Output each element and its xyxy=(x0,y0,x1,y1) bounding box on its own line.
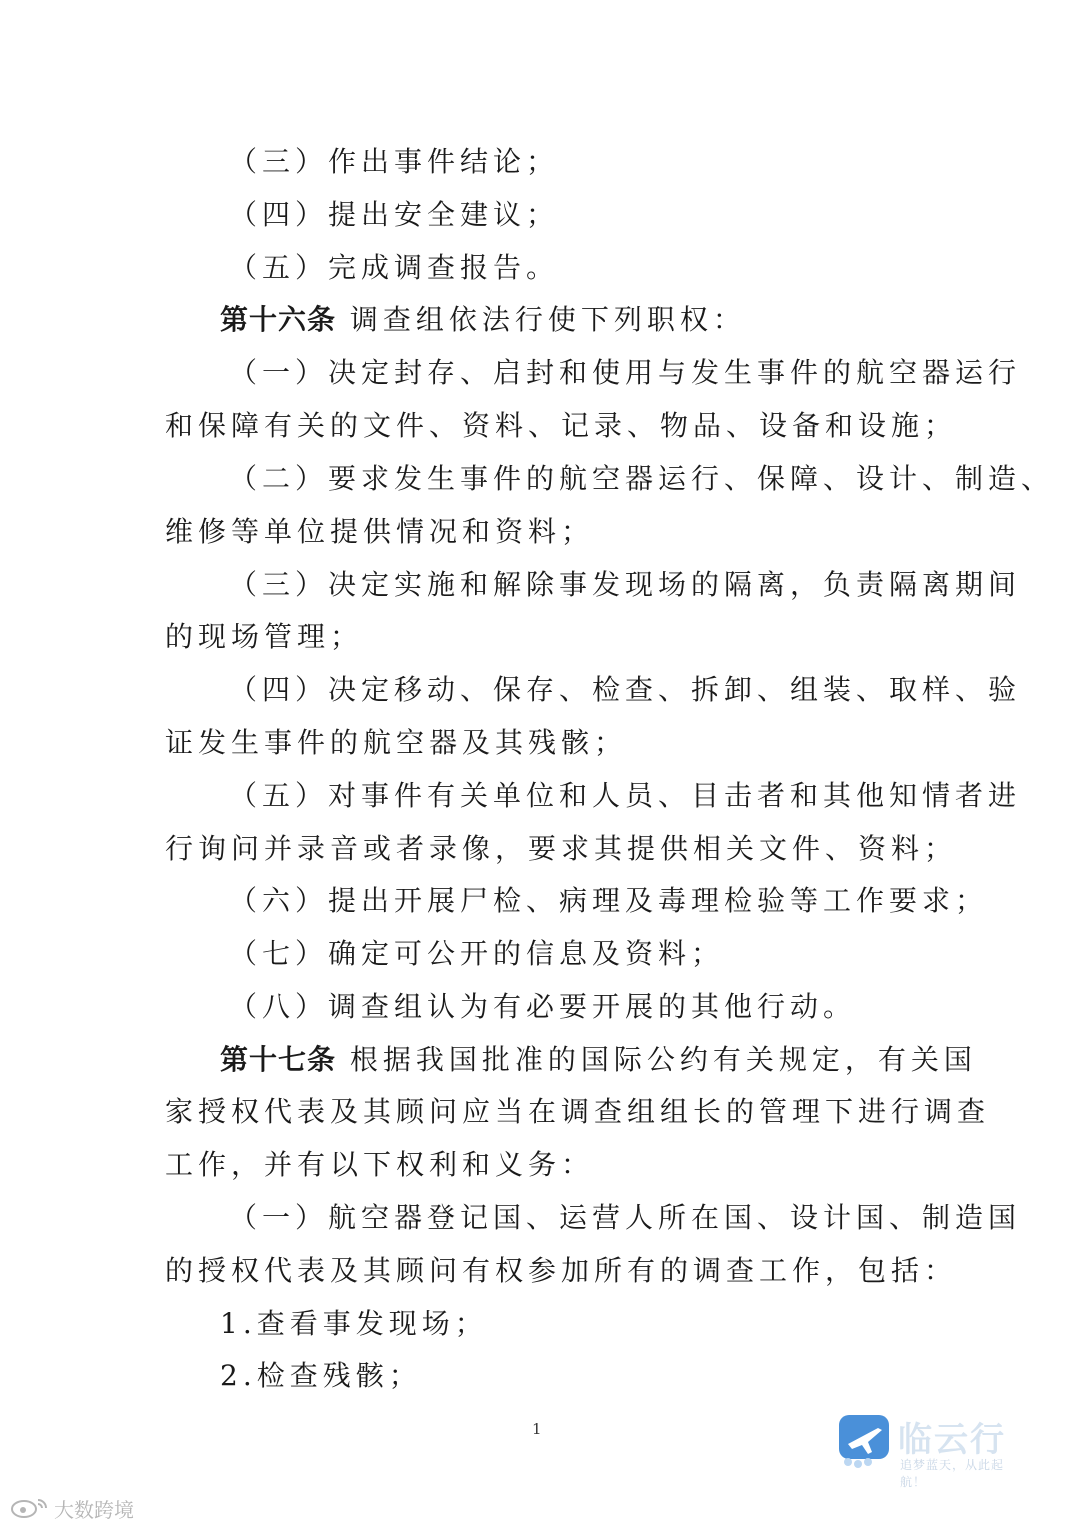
text-line: （七）确定可公开的信息及资料； xyxy=(229,937,725,970)
text-line: （六）提出开展尸检、病理及毒理检验等工作要求； xyxy=(229,884,989,917)
text-line: （五）完成调查报告。 xyxy=(229,251,560,284)
text-line: 2.检查残骸； xyxy=(220,1359,422,1392)
text-line: 工作，并有以下权利和义务： xyxy=(165,1148,595,1181)
text-line: 家授权代表及其顾问应当在调查组组长的管理下进行调查 xyxy=(165,1095,991,1128)
text-line: （一）航空器登记国、运营人所在国、设计国、制造国 xyxy=(229,1201,1022,1234)
text-line: （二）要求发生事件的航空器运行、保障、设计、制造、 xyxy=(229,462,1055,495)
text-line: 行询问并录音或者录像，要求其提供相关文件、资料； xyxy=(165,832,958,865)
airplane-icon xyxy=(838,1414,890,1468)
article-17-paragraph xyxy=(220,1040,977,1080)
text-line: （八）调查组认为有必要开展的其他行动。 xyxy=(229,990,857,1023)
text-line: 的现场管理； xyxy=(165,620,364,653)
text-line: （一）决定封存、启封和使用与发生事件的航空器运行 xyxy=(229,356,1022,389)
text-line: 调查组依法行使下列职权： xyxy=(349,303,746,336)
article-16-heading: 第十六条 xyxy=(220,303,337,336)
text-line: （五）对事件有关单位和人员、目击者和其他知情者进 xyxy=(229,779,1022,812)
article-17-heading: 第十七条 xyxy=(220,1043,337,1076)
text-line: （三）作出事件结论； xyxy=(229,145,560,178)
text-line: （四）提出安全建议； xyxy=(229,198,560,231)
text-line: 的授权代表及其顾问有权参加所有的调查工作，包括： xyxy=(165,1254,958,1287)
corner-watermark-text: 大数跨境 xyxy=(54,1498,134,1522)
brand-watermark xyxy=(838,1412,1028,1489)
text-line: 1.查看事发现场； xyxy=(220,1307,488,1340)
text-line: 维修等单位提供情况和资料； xyxy=(165,515,595,548)
brand-name: 临云行 xyxy=(898,1420,1006,1460)
page-number: 1 xyxy=(532,1420,542,1438)
brand-slogan: 追梦蓝天，从此起航！ xyxy=(900,1458,1005,1489)
text-line: （四）决定移动、保存、检查、拆卸、组装、取样、验 xyxy=(229,673,1022,706)
text-line: 证发生事件的航空器及其残骸； xyxy=(165,726,628,759)
text-line: 和保障有关的文件、资料、记录、物品、设备和设施； xyxy=(165,409,958,442)
text-line: 根据我国批准的国际公约有关规定，有关国 xyxy=(349,1043,977,1076)
text-line: （三）决定实施和解除事发现场的隔离，负责隔离期间 xyxy=(229,568,1022,601)
weibo-icon xyxy=(10,1496,50,1518)
article-16-paragraph xyxy=(220,300,746,340)
